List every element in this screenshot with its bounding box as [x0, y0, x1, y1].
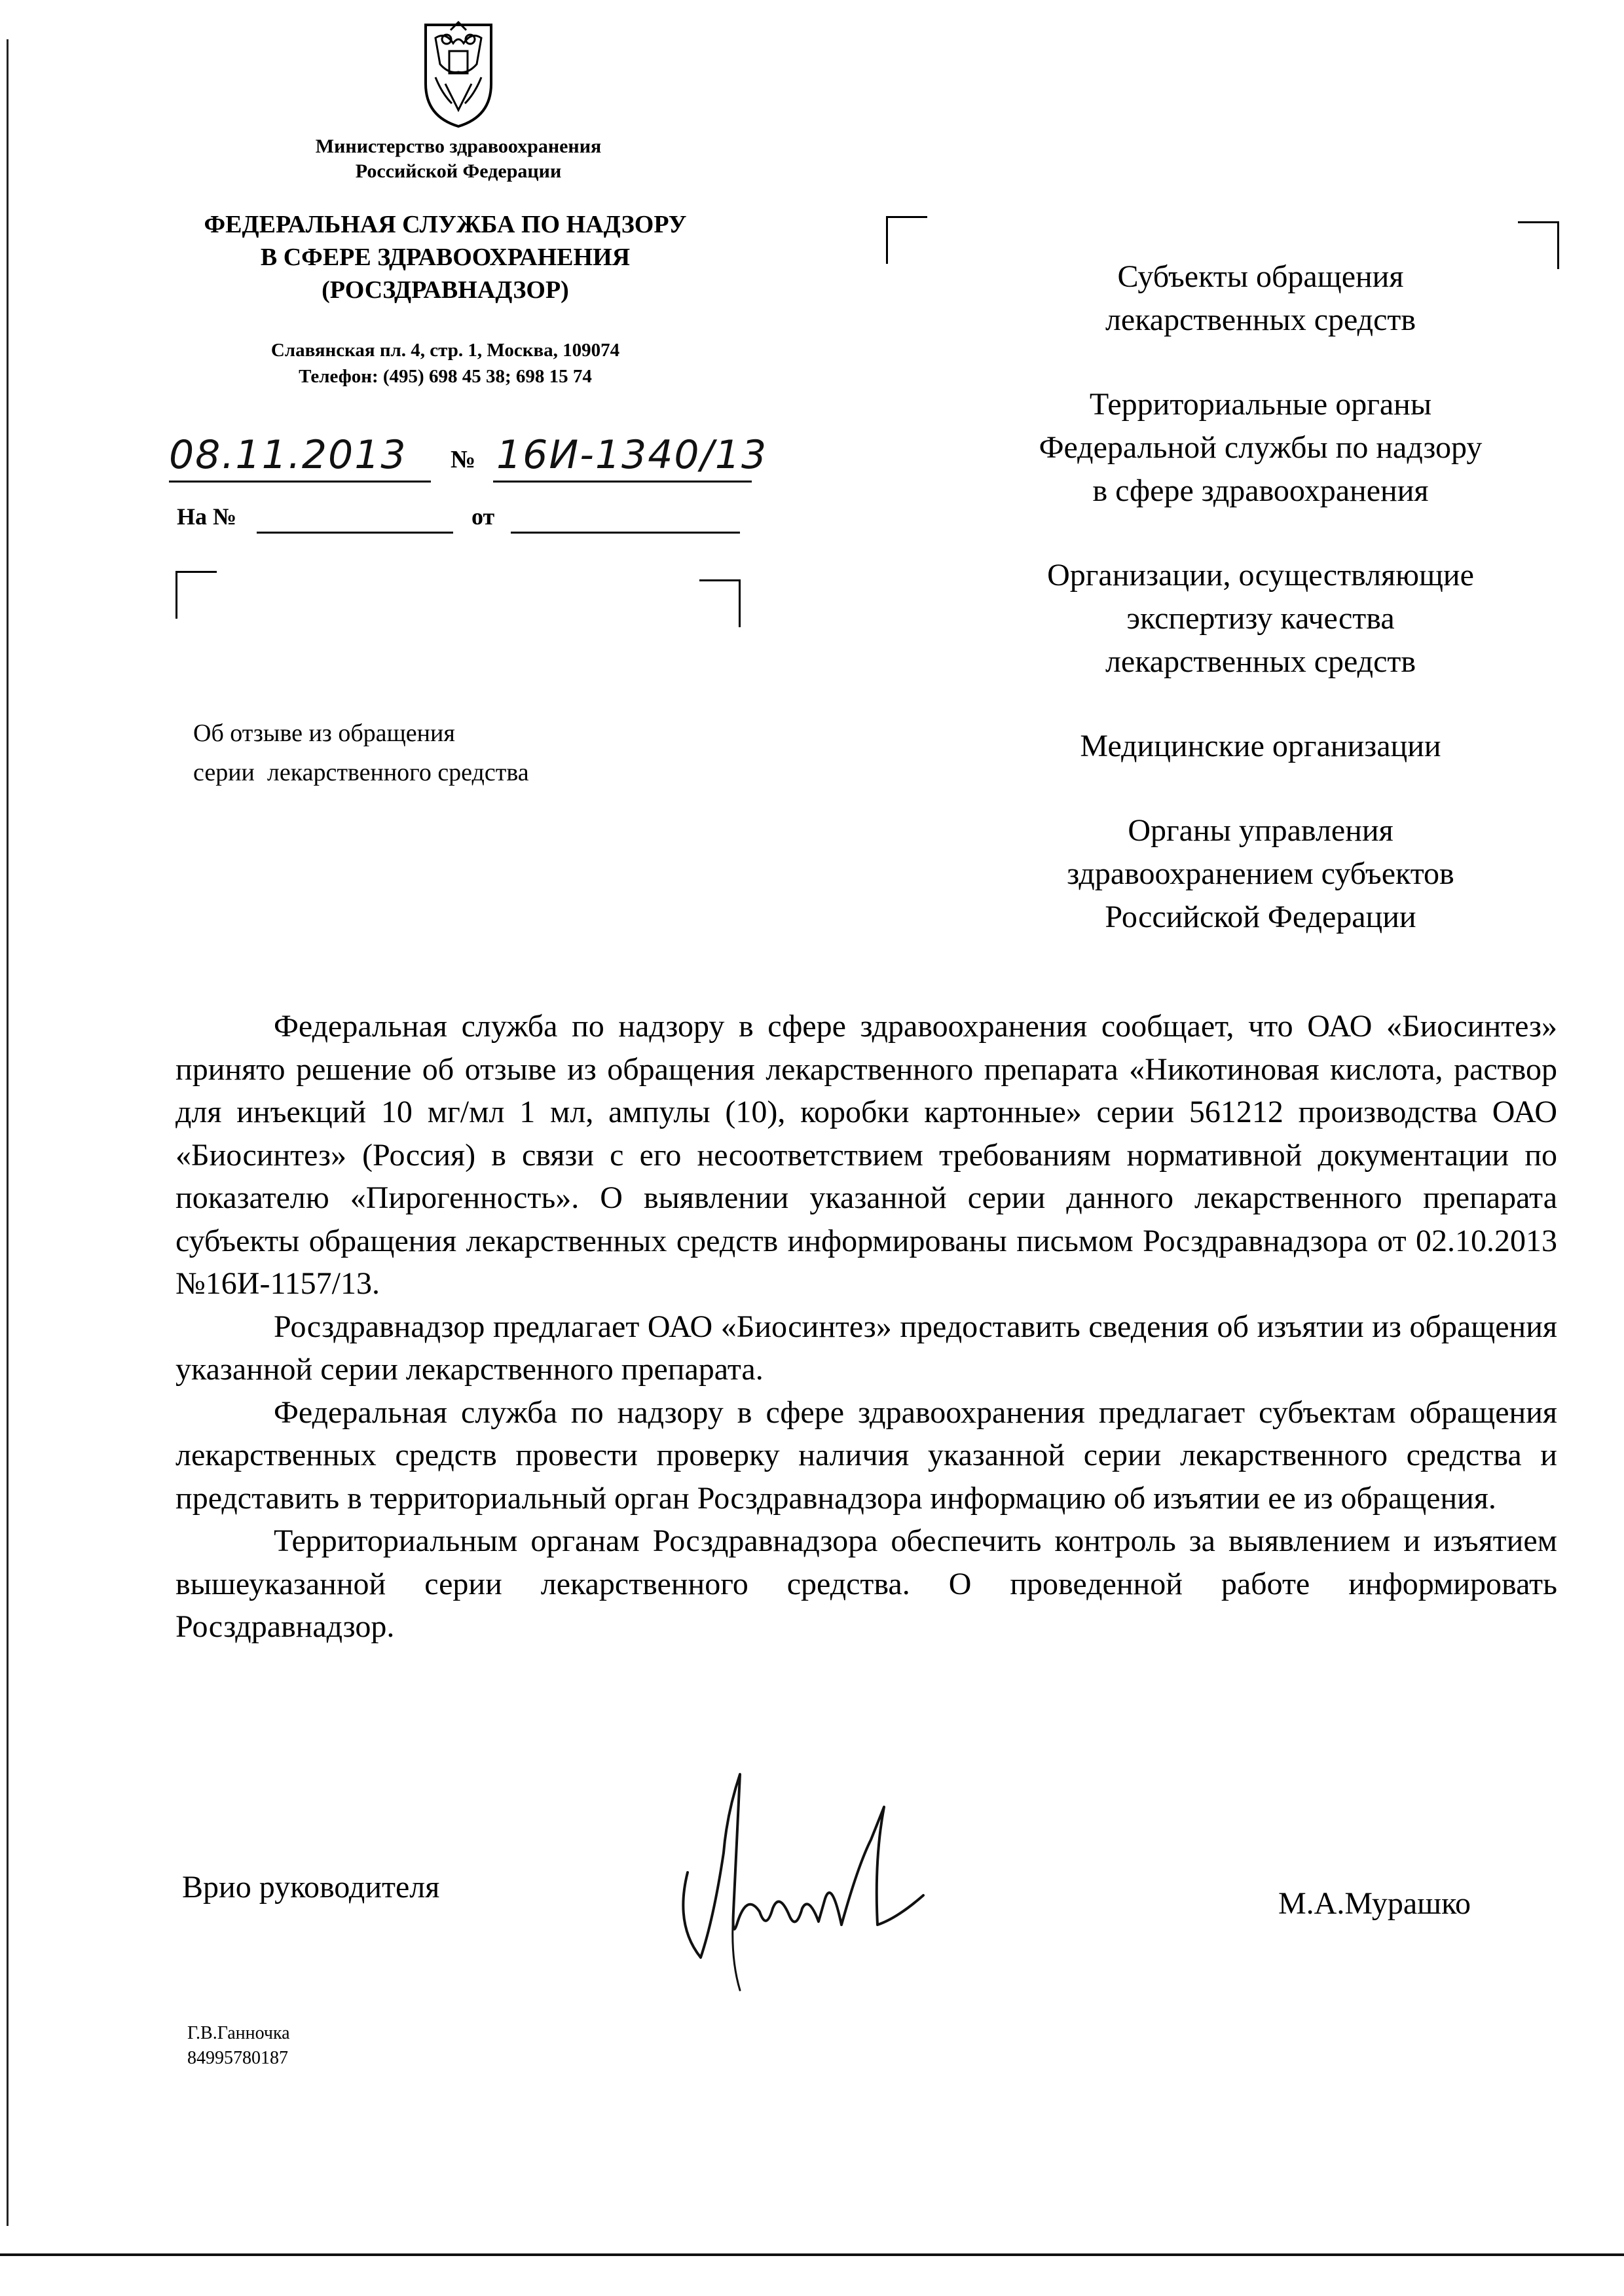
- signatory-name: М.А.Мурашко: [1278, 1886, 1471, 1921]
- addressee-line: экспертизу качества: [1126, 601, 1395, 636]
- addressee-line: лекарственных средств: [1105, 644, 1416, 679]
- service-line: (РОСЗДРАВНАДЗОР): [322, 276, 569, 304]
- address-line: Славянская пл. 4, стр. 1, Москва, 109074: [270, 340, 620, 361]
- number-sign: №: [451, 446, 476, 473]
- addressee-group: [933, 255, 1588, 342]
- ref-number-label: На №: [177, 503, 237, 530]
- body-paragraph: Федеральная служба по надзору в сфере здравоохранения предлагает субъектам обращения лекарственных средств провести проверку наличия указанной серии лекарственного средства и представить в территориальный орган Росздравнадзора информацию об изъятии ее из обращения.: [175, 1394, 1557, 1516]
- signatory-title: Врио руководителя: [182, 1870, 440, 1904]
- body-paragraph: Федеральная служба по надзору в сфере здравоохранения сообщает, что ОАО «Биосинтез» принято решение об отзыве из обращения лекарственного препарата «Никотиновая кислота, раствор для инъекций 10 мг/мл 1 мл, ампулы (10), коробки картонные» серии 561212 производства ОАО «Биосинтез» (Россия) в связи с его несоответствием требованиям нормативной документации по показателю «Пирогенность». О выявлении указанной серии данного лекарственного препарата субъекты обращения лекарственных средств информированы письмом Росздравнадзора от 02.10.2013 №16И-1157/13.: [175, 1009, 1557, 1301]
- subject-line: Об отзыве из обращения: [193, 720, 455, 747]
- executor-info: [187, 2021, 290, 2071]
- addressee-line: Российской Федерации: [1105, 900, 1416, 934]
- executor-name: Г.В.Ганночка: [187, 2023, 290, 2043]
- addressee-line: Медицинские организации: [1080, 729, 1441, 763]
- ministry-name: [196, 134, 720, 184]
- ref-number-blank: [257, 532, 453, 534]
- body-paragraph: Территориальным органам Росздравнадзора обеспечить контроль за выявлением и изъятием вышеуказанной серии лекарственного средства. О проведенной работе информировать Росздравнадзор.: [175, 1523, 1557, 1644]
- phone-line: Телефон: (495) 698 45 38; 698 15 74: [299, 366, 592, 387]
- body-paragraph: Росздравнадзор предлагает ОАО «Биосинтез» предоставить сведения об изъятии из обращения указанной серии лекарственного препарата.: [175, 1309, 1557, 1387]
- addressee-line: Субъекты обращения: [1117, 259, 1404, 294]
- letter-body: [175, 1005, 1557, 1649]
- service-line: В СФЕРЕ ЗДРАВООХРАНЕНИЯ: [260, 244, 631, 271]
- service-line: ФЕДЕРАЛЬНАЯ СЛУЖБА ПО НАДЗОРУ: [204, 211, 687, 238]
- addressee-line: лекарственных средств: [1105, 302, 1416, 337]
- executor-phone: 84995780187: [187, 2048, 288, 2068]
- ministry-line: Российской Федерации: [355, 160, 562, 182]
- registration-number: 16И-1340/13: [496, 432, 768, 478]
- subject-line: серии лекарственного средства: [193, 759, 529, 786]
- ref-from-label: от: [471, 503, 495, 530]
- addressee-group: [933, 383, 1588, 513]
- addressee-group: [933, 554, 1588, 683]
- scan-edge-bottom: [0, 2253, 1624, 2256]
- handwritten-signature: [661, 1761, 963, 2003]
- addressee-line: здравоохранением субъектов: [1067, 856, 1454, 891]
- addressee-group: [933, 809, 1588, 939]
- ref-date-blank: [511, 532, 740, 534]
- registration-date: 08.11.2013: [169, 432, 407, 478]
- addressee-line: Организации, осуществляющие: [1047, 558, 1474, 592]
- subject-bracket-right: [699, 579, 741, 627]
- addressee-list: [933, 255, 1588, 980]
- ministry-line: Министерство здравоохранения: [315, 136, 602, 157]
- addressee-group: [933, 725, 1588, 768]
- scan-edge-left: [7, 39, 9, 2226]
- addressee-line: Территориальные органы: [1089, 387, 1432, 422]
- subject-bracket-left: [175, 571, 217, 619]
- addressee-line: Органы управления: [1128, 813, 1393, 848]
- service-name: [118, 208, 773, 306]
- date-underline: [169, 481, 431, 483]
- letterhead-address: [131, 337, 760, 390]
- letter-subject: [193, 714, 717, 792]
- addressee-bracket-left: [886, 216, 927, 264]
- number-underline: [493, 481, 752, 483]
- addressee-line: Федеральной службы по надзору: [1039, 430, 1483, 465]
- coat-of-arms-emblem: [406, 12, 511, 130]
- registration-line: [169, 432, 768, 484]
- reference-line: [177, 503, 766, 536]
- addressee-line: в сфере здравоохранения: [1092, 473, 1429, 508]
